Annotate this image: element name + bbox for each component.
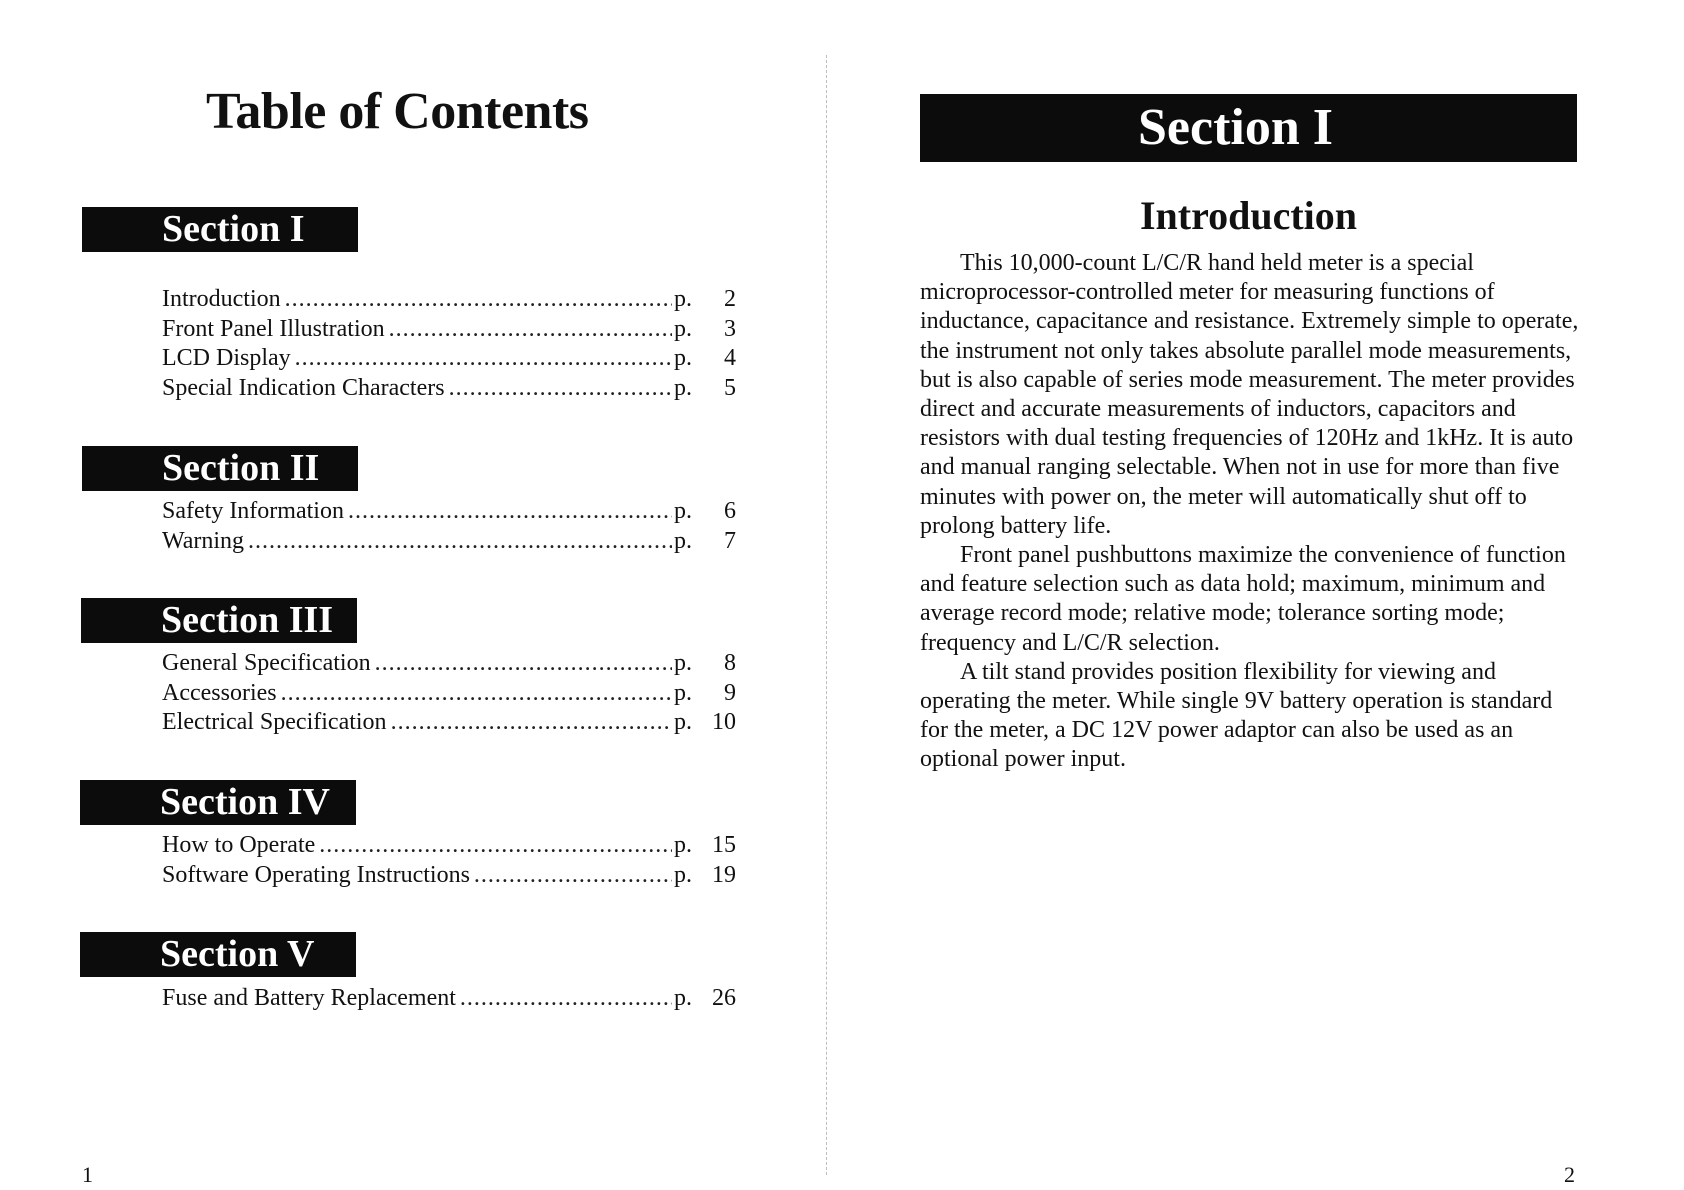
toc-entry-title: How to Operate (162, 832, 316, 858)
section-label: Section III (161, 599, 334, 641)
dot-leader (449, 374, 672, 404)
toc-entry-title: Warning (162, 527, 245, 554)
right-page (826, 0, 1684, 1190)
toc-entry-title: Special Indication Characters (162, 374, 445, 401)
section-banner-label: Section I (1138, 99, 1333, 156)
page-prefix: p. (674, 832, 692, 858)
page-prefix: p. (674, 527, 692, 554)
toc-entry[interactable] (162, 374, 736, 404)
toc-entry-title: Accessories (162, 679, 277, 706)
toc-section-3-header (81, 598, 357, 643)
toc-entry-page: 10 (712, 709, 736, 735)
section-label: Section V (160, 933, 315, 975)
dot-leader (391, 708, 672, 738)
page-prefix: p. (674, 679, 692, 706)
left-page (0, 0, 826, 1190)
toc-entry-title: Software Operating Instructions (162, 861, 470, 888)
toc-section-2-entries (162, 497, 736, 556)
page-number-left: 1 (82, 1162, 93, 1187)
dot-leader (474, 861, 672, 891)
toc-entry-page: 19 (712, 861, 736, 888)
dot-leader (389, 315, 672, 345)
dot-leader (248, 527, 672, 557)
toc-entry[interactable] (162, 679, 736, 709)
toc-entry-title: Front Panel Illustration (162, 315, 385, 342)
toc-section-3-entries (162, 649, 736, 738)
section-label: Section II (162, 447, 320, 489)
toc-entry[interactable] (162, 708, 736, 738)
toc-entry[interactable] (162, 497, 736, 527)
toc-section-4-entries (162, 831, 736, 890)
toc-entry[interactable] (162, 649, 736, 679)
page-prefix: p. (674, 861, 692, 888)
toc-entry[interactable] (162, 315, 736, 345)
section-label: Section I (162, 208, 305, 250)
page-number-right: 2 (1564, 1162, 1575, 1187)
toc-entry-title: General Specification (162, 650, 371, 676)
introduction-heading: Introduction (1139, 193, 1358, 238)
toc-entry-page: 2 (724, 286, 736, 312)
toc-title: Table of Contents (206, 83, 589, 140)
toc-section-2-header (82, 446, 358, 491)
toc-entry-page: 5 (724, 374, 736, 401)
toc-entry[interactable] (162, 285, 736, 315)
toc-entry-page: 9 (724, 679, 736, 706)
toc-section-4-header (80, 780, 356, 825)
dot-leader (348, 497, 672, 527)
dot-leader (295, 344, 672, 374)
page-prefix: p. (674, 374, 692, 401)
page-prefix: p. (674, 286, 692, 312)
section-label: Section IV (160, 781, 330, 823)
toc-entry[interactable] (162, 831, 736, 861)
toc-entry-title: Safety Information (162, 498, 344, 524)
toc-section-5-header (80, 932, 356, 977)
page-prefix: p. (674, 650, 692, 676)
introduction-body (920, 249, 1585, 775)
toc-entry[interactable] (162, 527, 736, 557)
toc-entry-title: Introduction (162, 286, 281, 312)
intro-paragraph: Front panel pushbuttons maximize the convenience of function and feature selection such as data hold; maximum, minimum and average record mode; relative mode; tolerance sorting mode; frequency and L/C/R selection. (920, 542, 1566, 656)
toc-entry[interactable] (162, 344, 736, 374)
toc-section-1-header (82, 207, 358, 252)
toc-entry-page: 4 (724, 345, 736, 371)
page-prefix: p. (674, 498, 692, 524)
toc-entry-title: Fuse and Battery Replacement (162, 985, 456, 1011)
toc-entry-page: 8 (724, 650, 736, 676)
toc-entry-page: 7 (724, 527, 736, 554)
page-prefix: p. (674, 985, 692, 1011)
section-header-banner (920, 94, 1577, 162)
toc-entry-page: 3 (724, 315, 736, 342)
page-prefix: p. (674, 345, 692, 371)
toc-section-5-entries (162, 984, 736, 1014)
dot-leader (460, 984, 672, 1014)
toc-entry-page: 15 (712, 832, 736, 858)
toc-entry-title: LCD Display (162, 345, 291, 371)
dot-leader (319, 831, 672, 861)
toc-entry-page: 6 (724, 498, 736, 524)
page-prefix: p. (674, 709, 692, 735)
intro-paragraph: A tilt stand provides position flexibility for viewing and operating the meter. While single 9V battery operation is standard for the meter, a DC 12V power adaptor can also be used as an optional power input. (920, 658, 1553, 773)
toc-entry[interactable] (162, 861, 736, 891)
dot-leader (285, 285, 672, 315)
toc-section-1-entries (162, 285, 736, 403)
dot-leader (281, 679, 672, 709)
toc-entry-page: 26 (712, 985, 736, 1011)
toc-entry[interactable] (162, 984, 736, 1014)
toc-entry-title: Electrical Specification (162, 709, 387, 735)
dot-leader (375, 649, 672, 679)
page-prefix: p. (674, 315, 692, 342)
intro-paragraph: This 10,000-count L/C/R hand held meter is a special microprocessor-controlled meter for measuring functions of inductance, capacitance and resistance. Extremely simple to operate, the instrument not only takes absolute parallel mode measurements, but is also capable of series mode measurement. The meter provides direct and accurate measurements of inductors, capacitors and resistors with dual testing frequencies of 120Hz and 1kHz. It is auto and manual ranging selectable. When not in use for more than five minutes with power on, the meter will automatically shut off to prolong battery life. (920, 250, 1579, 539)
